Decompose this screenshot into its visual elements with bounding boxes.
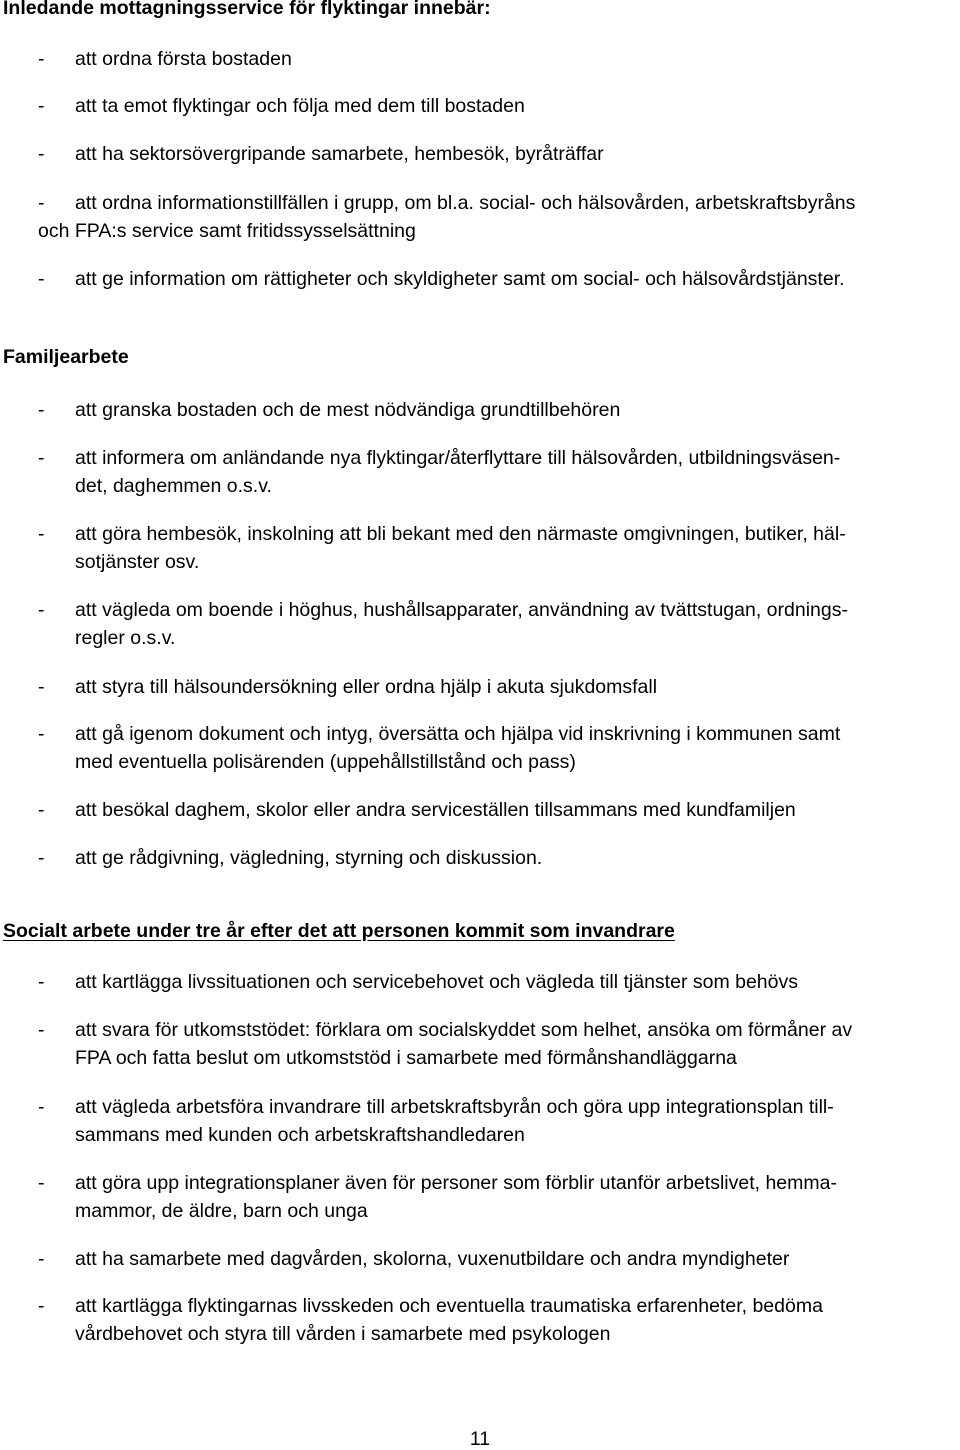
list-item-text xyxy=(75,189,958,217)
bullet-dash: - xyxy=(38,399,45,421)
list-item-line: att ta emot flyktingar och följa med dem till bostaden xyxy=(75,95,525,117)
list-item-text xyxy=(75,520,958,576)
list-item-line: och FPA:s service samt fritidssysselsättning xyxy=(38,220,416,242)
list-item-line: att gå igenom dokument och intyg, översätta och hjälpa vid inskrivning i kommunen samt xyxy=(75,723,841,745)
list-item-line: att vägleda arbetsföra invandrare till arbetskraftsbyrån och göra upp integrationsplan till- xyxy=(75,1096,834,1118)
list-item-text xyxy=(75,844,958,872)
bullet-dash: - xyxy=(38,1295,45,1317)
list-item-text xyxy=(75,968,958,996)
list-item-line: FPA och fatta beslut om utkomststöd i samarbete med förmånshandläggarna xyxy=(75,1047,737,1069)
list-item-line: att informera om anländande nya flyktingar/återflyttare till hälsovården, utbildningsväsen- xyxy=(75,447,841,469)
list-item-text xyxy=(75,45,958,73)
bullet-dash: - xyxy=(38,1096,45,1118)
list-item-line: att kartlägga livssituationen och servicebehovet och vägleda till tjänster som behövs xyxy=(75,971,798,993)
list-item-line: att göra hembesök, inskolning att bli bekant med den närmaste omgivningen, butiker, häl- xyxy=(75,523,846,545)
bullet-dash: - xyxy=(38,799,45,821)
bullet-dash: - xyxy=(38,447,45,469)
list-item-line: att styra till hälsoundersökning eller ordna hjälp i akuta sjukdomsfall xyxy=(75,676,658,698)
list-item-line: sammans med kunden och arbetskraftshandledaren xyxy=(75,1124,525,1146)
list-item-text xyxy=(75,1016,958,1072)
list-item-line: att ge rådgivning, vägledning, styrning och diskussion. xyxy=(75,847,543,869)
list-item-continuation xyxy=(38,217,958,245)
section-heading-mottagning: Inledande mottagningsservice för flyktingar innebär: xyxy=(3,0,491,19)
section-heading-familjearbete: Familjearbete xyxy=(3,346,129,368)
list-item-line: att besökal daghem, skolor eller andra serviceställen tillsammans med kundfamiljen xyxy=(75,799,796,821)
list-item-line: att svara för utkomststödet: förklara om socialskyddet som helhet, ansöka om förmåner av xyxy=(75,1019,853,1041)
list-item-line: att ha sektorsövergripande samarbete, hembesök, byråträffar xyxy=(75,143,604,165)
list-item-line: det, daghemmen o.s.v. xyxy=(75,475,272,497)
list-item-line: att kartlägga flyktingarnas livsskeden och eventuella traumatiska erfarenheter, bedöma xyxy=(75,1295,823,1317)
list-item-line: att ordna första bostaden xyxy=(75,48,292,70)
list-item-text xyxy=(75,265,958,293)
list-item-text xyxy=(75,1245,958,1273)
list-item-text xyxy=(75,140,958,168)
list-item-line: med eventuella polisärenden (uppehållstillstånd och pass) xyxy=(75,751,576,773)
bullet-dash: - xyxy=(38,95,45,117)
bullet-dash: - xyxy=(38,971,45,993)
list-item-text xyxy=(75,596,958,652)
list-item-text xyxy=(75,796,958,824)
list-item-text xyxy=(75,1169,958,1225)
bullet-dash: - xyxy=(38,48,45,70)
bullet-dash: - xyxy=(38,1248,45,1270)
list-item-line: att granska bostaden och de mest nödvändiga grundtillbehören xyxy=(75,399,621,421)
list-item-line: att ordna informationstillfällen i grupp, om bl.a. social- och hälsovården, arbetskraftsbyråns xyxy=(75,192,856,214)
bullet-dash: - xyxy=(38,268,45,290)
list-item-line: att vägleda om boende i höghus, hushållsapparater, användning av tvättstugan, ordnings- xyxy=(75,599,848,621)
list-item-line: att ha samarbete med dagvården, skolorna, vuxenutbildare och andra myndigheter xyxy=(75,1248,790,1270)
bullet-dash: - xyxy=(38,723,45,745)
list-item-text xyxy=(75,1292,958,1348)
bullet-dash: - xyxy=(38,523,45,545)
list-item-line: regler o.s.v. xyxy=(75,627,176,649)
list-item-text xyxy=(75,1093,958,1149)
list-item-line: sotjänster osv. xyxy=(75,551,200,573)
bullet-dash: - xyxy=(38,192,45,214)
bullet-dash: - xyxy=(38,676,45,698)
bullet-dash: - xyxy=(38,1019,45,1041)
bullet-dash: - xyxy=(38,847,45,869)
list-item-line: mammor, de äldre, barn och unga xyxy=(75,1200,368,1222)
list-item-line: att göra upp integrationsplaner även för personer som förblir utanför arbetslivet, hemma- xyxy=(75,1172,837,1194)
section-heading-socialt-arbete: Socialt arbete under tre år efter det att personen kommit som invandrare xyxy=(3,920,675,942)
list-item-text xyxy=(75,720,958,776)
list-item-text xyxy=(75,673,958,701)
list-item-line: att ge information om rättigheter och skyldigheter samt om social- och hälsovårdstjänster. xyxy=(75,268,845,290)
page-number: 11 xyxy=(469,1428,491,1450)
bullet-dash: - xyxy=(38,599,45,621)
list-item-text xyxy=(75,444,958,500)
bullet-dash: - xyxy=(38,1172,45,1194)
list-item-line: vårdbehovet och styra till vården i samarbete med psykologen xyxy=(75,1323,611,1345)
list-item-text xyxy=(75,396,958,424)
list-item-text xyxy=(75,92,958,120)
bullet-dash: - xyxy=(38,143,45,165)
